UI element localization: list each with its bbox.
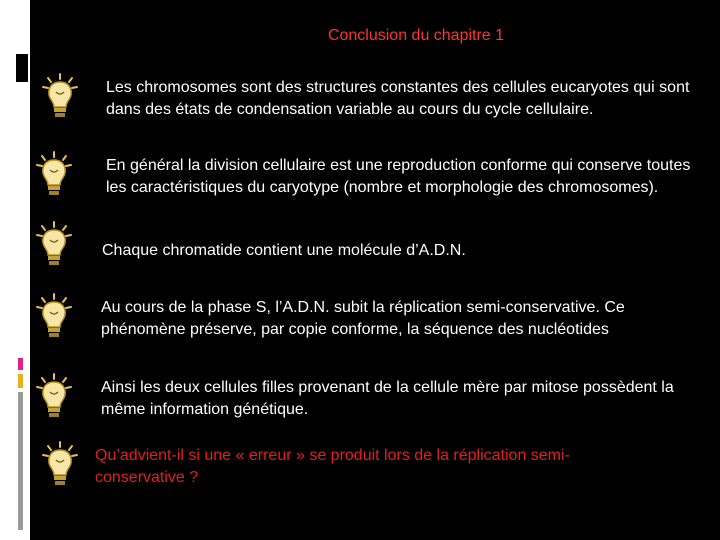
lightbulb-icon: [34, 150, 74, 198]
bullet-1-text: Les chromosomes sont des structures constantes des cellules eucaryotes qui sont dans des états de condensation variable au cours du cycle cellulaire.: [106, 79, 690, 118]
decor-bar-pink: [18, 358, 23, 370]
lightbulb-icon: [40, 440, 80, 488]
lightbulb-icon: [40, 72, 80, 120]
lightbulb-icon: [34, 220, 74, 268]
bullet-4-text: Au cours de la phase S, l’A.D.N. subit la réplication semi-conservative. Ce phénomène préserve, par copie conforme, la séquence des nucléotides: [101, 299, 625, 338]
decor-bar-gold: [18, 374, 23, 388]
bullet-2-text: En général la division cellulaire est une reproduction conforme qui conserve toutes les caractéristiques du caryotype (nombre et morphologie des chromosomes).: [106, 157, 691, 196]
bullet-3-text: Chaque chromatide contient une molécule d’A.D.N.: [102, 242, 466, 259]
slide-title: Conclusion du chapitre 1: [327, 27, 505, 44]
lightbulb-icon: [34, 372, 74, 420]
decor-bar-black: [16, 54, 28, 82]
bullet-5-text: Ainsi les deux cellules filles provenant de la cellule mère par mitose possèdent la même information génétique.: [101, 379, 674, 418]
lightbulb-icon: [34, 292, 74, 340]
decor-bar-gray: [18, 392, 23, 530]
question-text: Qu’advient-il si une « erreur » se produit lors de la réplication semi-conservative ?: [95, 447, 570, 486]
slide: [30, 0, 720, 540]
